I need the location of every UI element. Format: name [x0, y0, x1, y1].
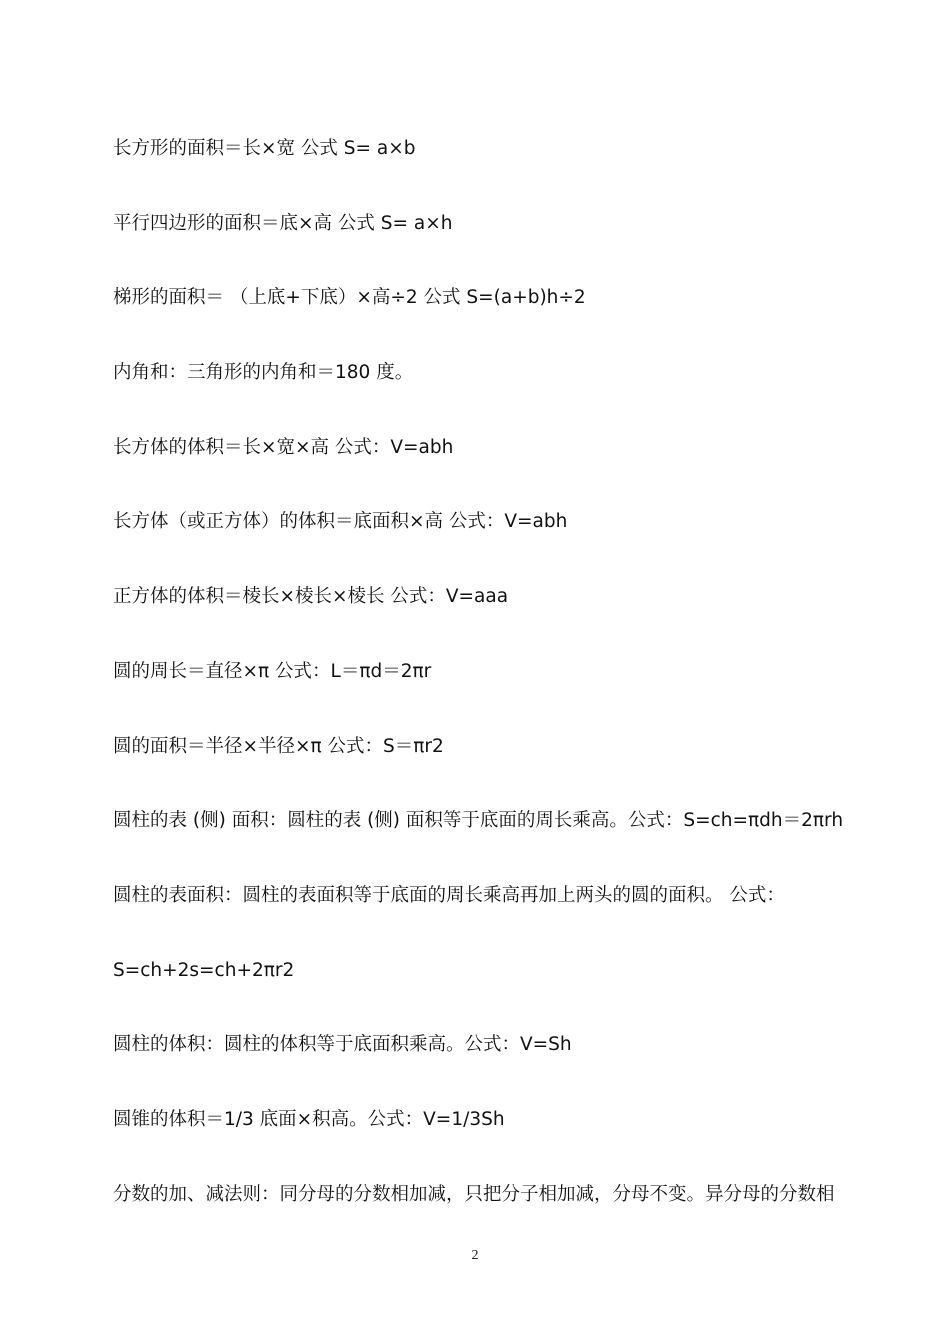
page-number: 2: [471, 1248, 479, 1263]
text-line-fraction-addition-rule: 分数的加、减法则：同分母的分数相加减，只把分子相加减，分母不变。异分母的分数相: [113, 1183, 835, 1205]
text-line-cuboid-volume: 长方体的体积＝长×宽×高 公式：V=abh: [113, 436, 454, 458]
text-line-parallelogram-area: 平行四边形的面积＝底×高 公式 S= a×h: [113, 212, 453, 234]
document-body: [113, 134, 853, 1254]
text-line-trapezoid-area: 梯形的面积＝ （上底+下底）×高÷2 公式 S=(a+b)h÷2: [113, 287, 586, 309]
text-line-cone-volume: 圆锥的体积＝1/3 底面×积高。公式：V=1/3Sh: [113, 1108, 505, 1130]
text-line-circle-circumference: 圆的周长＝直径×π 公式：L＝πd＝2πr: [113, 660, 432, 682]
text-line-cylinder-surface-area: 圆柱的表面积：圆柱的表面积等于底面的周长乘高再加上两头的圆的面积。 公式：: [113, 884, 785, 906]
text-line-cuboid-or-cube-volume: 长方体（或正方体）的体积＝底面积×高 公式：V=abh: [113, 511, 568, 533]
text-line-circle-area: 圆的面积＝半径×半径×π 公式：S＝πr2: [113, 735, 444, 757]
text-line-cylinder-surface-formula: S=ch+2s=ch+2πr2: [113, 959, 295, 981]
text-line-cylinder-volume: 圆柱的体积：圆柱的体积等于底面积乘高。公式：V=Sh: [113, 1034, 572, 1056]
text-line-cylinder-lateral-area: 圆柱的表 (侧) 面积：圆柱的表 (侧) 面积等于底面的周长乘高。公式：S=ch=πdh＝2πrh: [113, 810, 844, 832]
text-line-triangle-angle-sum: 内角和：三角形的内角和＝180 度。: [113, 362, 414, 384]
text-line-rectangle-area: 长方形的面积＝长×宽 公式 S= a×b: [113, 138, 416, 159]
text-line-cube-volume: 正方体的体积＝棱长×棱长×棱长 公式：V=aaa: [113, 586, 509, 608]
